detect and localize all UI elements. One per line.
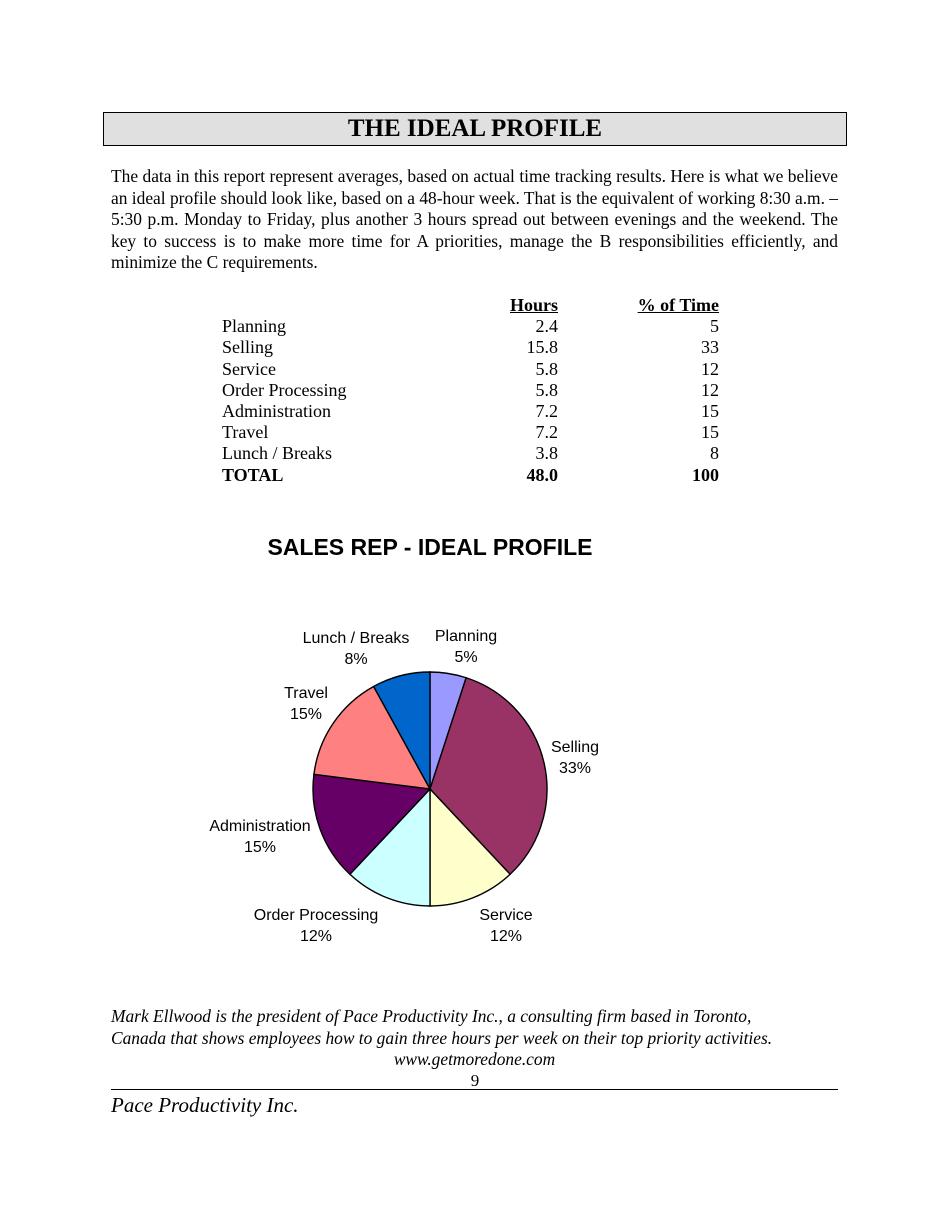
pie-label-name: Planning xyxy=(434,628,498,645)
pie-label-name: Administration xyxy=(209,818,311,835)
header-percent: % of Time xyxy=(637,295,719,315)
row-percent: 33 xyxy=(701,337,719,358)
pie-label-percent: 12% xyxy=(489,928,523,945)
total-percent: 100 xyxy=(692,464,719,485)
pie-label-name: Service xyxy=(479,907,533,924)
row-hours: 2.4 xyxy=(535,316,558,337)
page-number: 9 xyxy=(470,1071,480,1090)
row-percent: 15 xyxy=(701,401,719,422)
row-hours: 15.8 xyxy=(526,337,558,358)
row-percent: 12 xyxy=(701,358,719,379)
row-hours: 5.8 xyxy=(535,358,558,379)
row-percent: 15 xyxy=(701,422,719,443)
pie-label-name: Lunch / Breaks xyxy=(302,630,410,647)
row-name: Service xyxy=(222,358,276,379)
row-percent: 12 xyxy=(701,379,719,400)
pie-label-percent: 15% xyxy=(289,706,323,723)
row-name: Lunch / Breaks xyxy=(222,443,332,464)
pie-label-percent: 15% xyxy=(243,839,277,856)
pie-label-name: Order Processing xyxy=(253,907,379,924)
bio-line-2: Canada that shows employees how to gain three hours per week on their top priority activities. xyxy=(111,1027,773,1048)
row-hours: 5.8 xyxy=(535,379,558,400)
row-name: Planning xyxy=(222,316,287,337)
pie-label-name: Selling xyxy=(550,739,600,756)
page-title: THE IDEAL PROFILE xyxy=(347,115,603,142)
row-name: Administration xyxy=(222,401,331,422)
chart-title: SALES REP - IDEAL PROFILE xyxy=(267,534,593,560)
row-percent: 8 xyxy=(710,443,719,464)
row-hours: 3.8 xyxy=(535,443,558,464)
footer-divider xyxy=(111,1089,838,1090)
pie-label-percent: 5% xyxy=(454,649,478,666)
website-link[interactable]: www.getmoredone.com xyxy=(393,1049,556,1069)
pie-label-percent: 12% xyxy=(299,928,333,945)
row-percent: 5 xyxy=(710,316,719,337)
footer-company: Pace Productivity Inc. xyxy=(111,1093,299,1117)
total-name: TOTAL xyxy=(222,464,284,485)
row-name: Selling xyxy=(222,337,274,358)
row-hours: 7.2 xyxy=(535,401,558,422)
bio-line-1: Mark Ellwood is the president of Pace Productivity Inc., a consulting firm based in Toronto, xyxy=(111,1006,752,1026)
row-name: Order Processing xyxy=(222,379,347,400)
row-name: Travel xyxy=(222,422,269,443)
pie-label-name: Travel xyxy=(284,685,328,702)
pie-label-percent: 33% xyxy=(558,760,592,777)
pie-label-percent: 8% xyxy=(344,651,368,668)
author-bio xyxy=(111,1006,838,1071)
row-hours: 7.2 xyxy=(535,422,558,443)
total-hours: 48.0 xyxy=(526,464,558,485)
intro-paragraph: The data in this report represent averages, based on actual time tracking results. Here is what we believe an ideal profile should look like, based on a 48-hour week. That is the equivalent of working 8:30 a.m. – 5:30 p.m. Monday to Friday, plus another 3 hours spread out between evenings and the weekend. The key to success is to make more time for A priorities, manage the B responsibilities efficiently, and minimize the C requirements. xyxy=(111,166,838,273)
header-hours: Hours xyxy=(509,295,558,315)
